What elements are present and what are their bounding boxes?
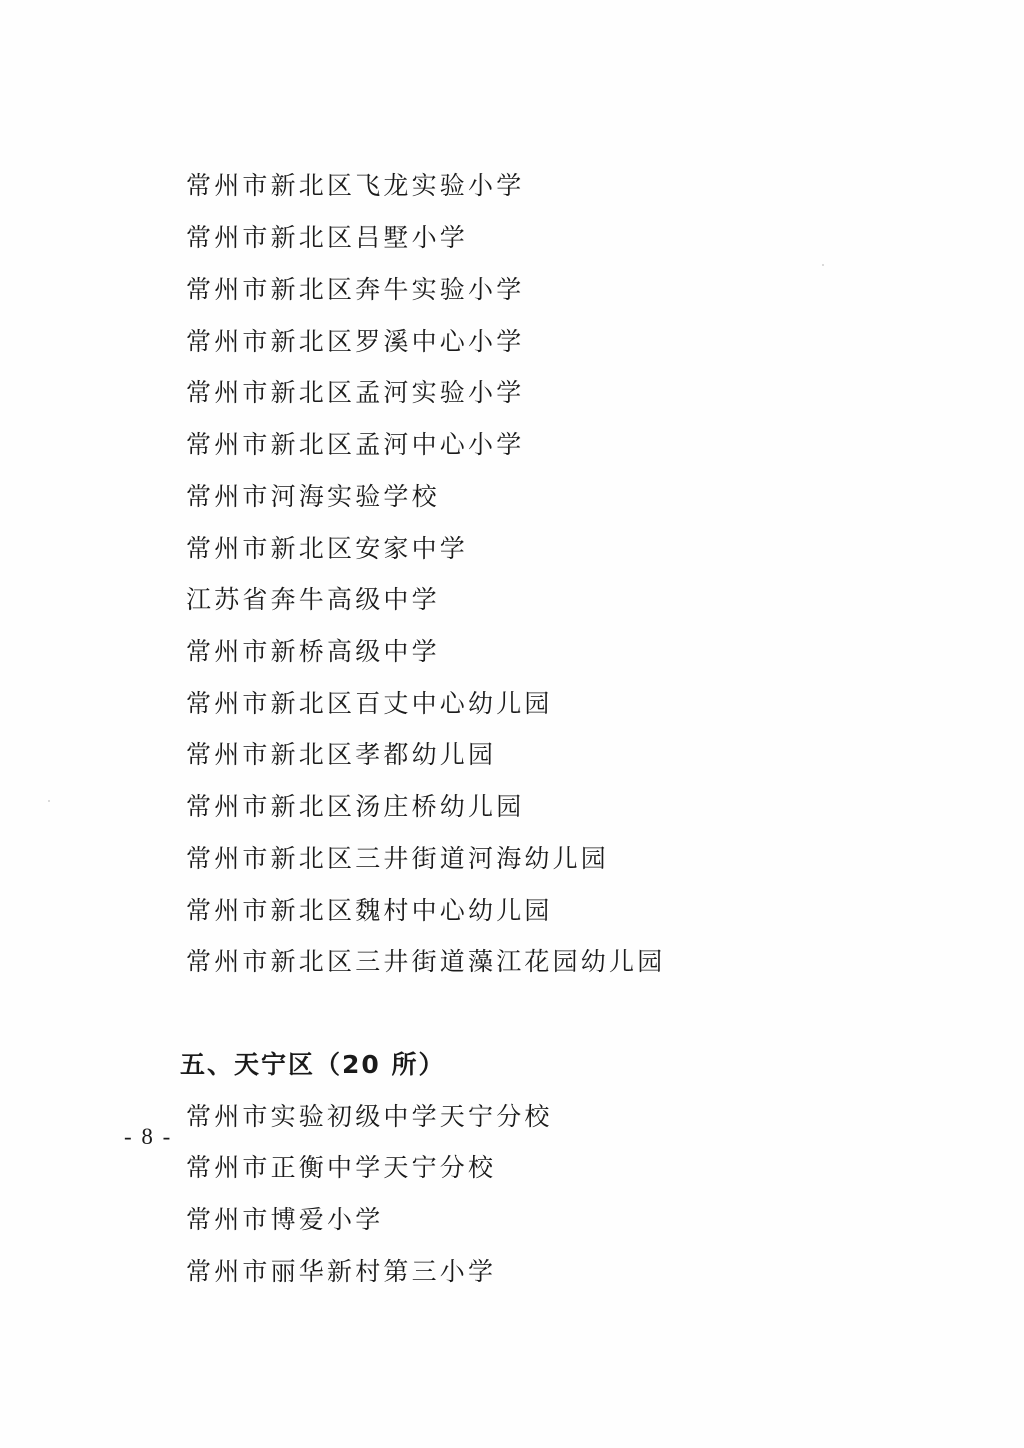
scan-speck bbox=[822, 264, 824, 266]
list-item: 常州市丽华新村第三小学 bbox=[186, 1257, 497, 1286]
list-item: 常州市新北区孟河中心小学 bbox=[186, 430, 525, 459]
list-item: 常州市新北区孝都幼儿园 bbox=[186, 740, 497, 769]
list-item: 常州市新北区吕墅小学 bbox=[186, 223, 469, 252]
list-item: 常州市新北区魏村中心幼儿园 bbox=[186, 896, 553, 925]
list-item: 江苏省奔牛高级中学 bbox=[186, 585, 440, 614]
list-item: 常州市新北区三井街道河海幼儿园 bbox=[186, 844, 610, 873]
list-item: 常州市新北区飞龙实验小学 bbox=[186, 171, 525, 200]
list-item: 常州市实验初级中学天宁分校 bbox=[186, 1102, 553, 1131]
scan-speck bbox=[48, 800, 50, 802]
list-item: 常州市新北区奔牛实验小学 bbox=[186, 275, 525, 304]
section-heading: 五、天宁区（20 所） bbox=[180, 1050, 446, 1079]
list-item: 常州市新北区孟河实验小学 bbox=[186, 378, 525, 407]
list-item: 常州市河海实验学校 bbox=[186, 482, 440, 511]
list-item: 常州市正衡中学天宁分校 bbox=[186, 1153, 497, 1182]
list-item: 常州市新北区百丈中心幼儿园 bbox=[186, 689, 553, 718]
list-item: 常州市新北区罗溪中心小学 bbox=[186, 327, 525, 356]
list-item: 常州市新北区三井街道藻江花园幼儿园 bbox=[186, 947, 666, 976]
page-number: - 8 - bbox=[124, 1124, 173, 1149]
list-item: 常州市新北区安家中学 bbox=[186, 534, 469, 563]
list-item: 常州市博爱小学 bbox=[186, 1205, 384, 1234]
list-item: 常州市新北区汤庄桥幼儿园 bbox=[186, 792, 525, 821]
list-item: 常州市新桥高级中学 bbox=[186, 637, 440, 666]
